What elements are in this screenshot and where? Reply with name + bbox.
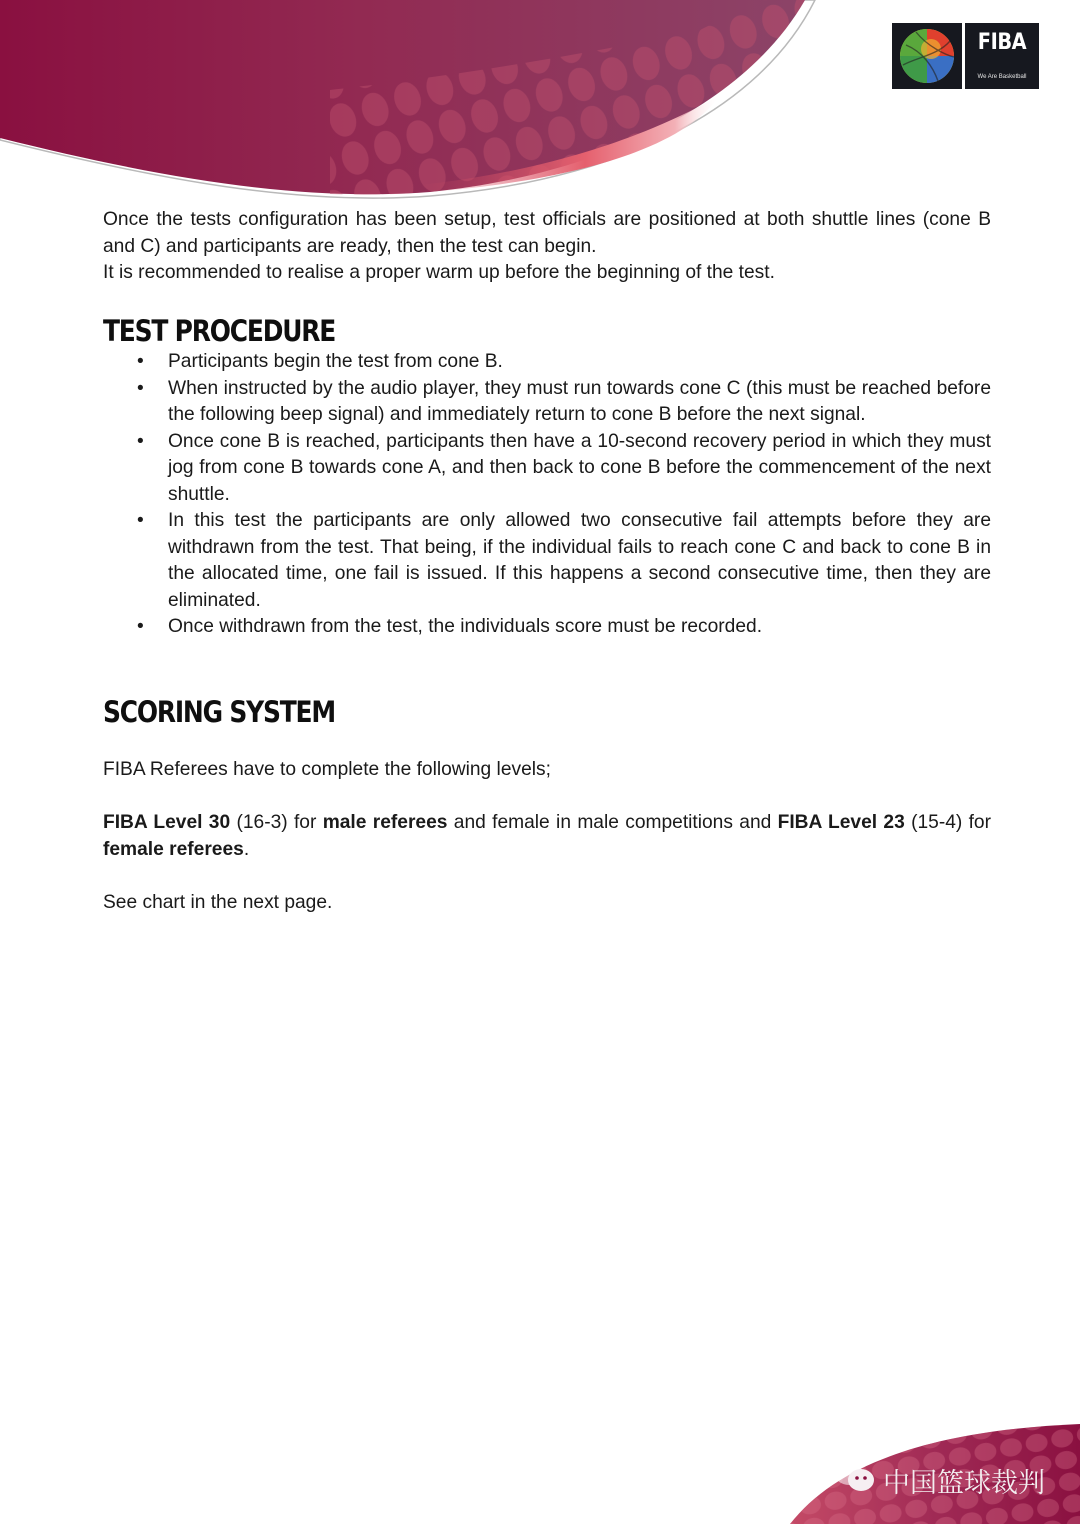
- wechat-watermark: [833, 1460, 1045, 1501]
- female-code: (15-4) for: [904, 812, 991, 833]
- list-item: [137, 508, 991, 614]
- female-level: FIBA Level 23: [777, 812, 905, 833]
- male-code: (16-3) for: [230, 812, 323, 833]
- see-chart-text: See chart in the next page.: [103, 892, 333, 913]
- intro-line-1: Once the tests configuration has been setup, test officials are positioned at both shuttle lines (cone B and C) and participants are ready, then the test can begin.: [103, 209, 991, 257]
- list-item: [137, 614, 991, 641]
- section-heading-scoring-system: SCORING SYSTEM: [103, 695, 335, 729]
- logo-name: FIBA: [977, 30, 1027, 55]
- bullet-icon: •: [137, 351, 144, 372]
- logo-tagline: We Are Basketball: [977, 74, 1027, 80]
- bullet-icon: •: [137, 430, 144, 452]
- section-heading-test-procedure: TEST PROCEDURE: [103, 314, 336, 348]
- scoring-intro: [103, 757, 991, 784]
- levels-end: .: [243, 838, 250, 860]
- male-level: FIBA Level 30: [103, 812, 231, 833]
- see-chart-note: [103, 890, 991, 917]
- list-item-text: Once cone B is reached, participants then have a 10-second recovery period in which they must jog from cone B towards cone A, and then back to cone B before the commencement of the next shuttle.: [168, 430, 991, 505]
- intro-line-2: It is recommended to realise a proper warm up before the beginning of the test.: [103, 262, 775, 283]
- bullet-icon: •: [137, 377, 144, 399]
- scoring-intro-text: FIBA Referees have to complete the following levels;: [103, 759, 551, 780]
- list-item-text: When instructed by the audio player, they must run towards cone C (this must be reached before the following beep signal) and immediately return to cone B before the next signal.: [168, 377, 991, 425]
- bullet-icon: •: [137, 616, 144, 637]
- fiba-logo: [892, 23, 1039, 89]
- scoring-levels-text: [103, 810, 991, 863]
- list-item: [137, 376, 991, 429]
- female-label: female referees: [103, 838, 244, 860]
- list-item-text: In this test the participants are only allowed two consecutive fail attempts before they are withdrawn from the test. That being, if the individual fails to reach cone C and back to cone B in the allocated time, one fail is issued. If this happens a second consecutive time, then they are eliminated.: [168, 510, 991, 611]
- bullet-icon: •: [137, 510, 144, 531]
- intro-paragraph: [103, 207, 991, 287]
- list-item: [137, 349, 991, 376]
- male-label: male referees: [322, 812, 448, 833]
- list-item-text: Participants begin the test from cone B.: [168, 351, 503, 372]
- procedure-list: [137, 349, 991, 641]
- basketball-globe-icon: [892, 23, 962, 89]
- wechat-icon: [833, 1460, 877, 1501]
- fiba-wordmark: [965, 23, 1039, 89]
- scoring-levels: [103, 810, 991, 863]
- watermark-text: 中国篮球裁判: [883, 1468, 1045, 1499]
- list-item: [137, 429, 991, 509]
- levels-middle: and female in male competitions and: [447, 812, 778, 833]
- list-item-text: Once withdrawn from the test, the individuals score must be recorded.: [168, 616, 763, 637]
